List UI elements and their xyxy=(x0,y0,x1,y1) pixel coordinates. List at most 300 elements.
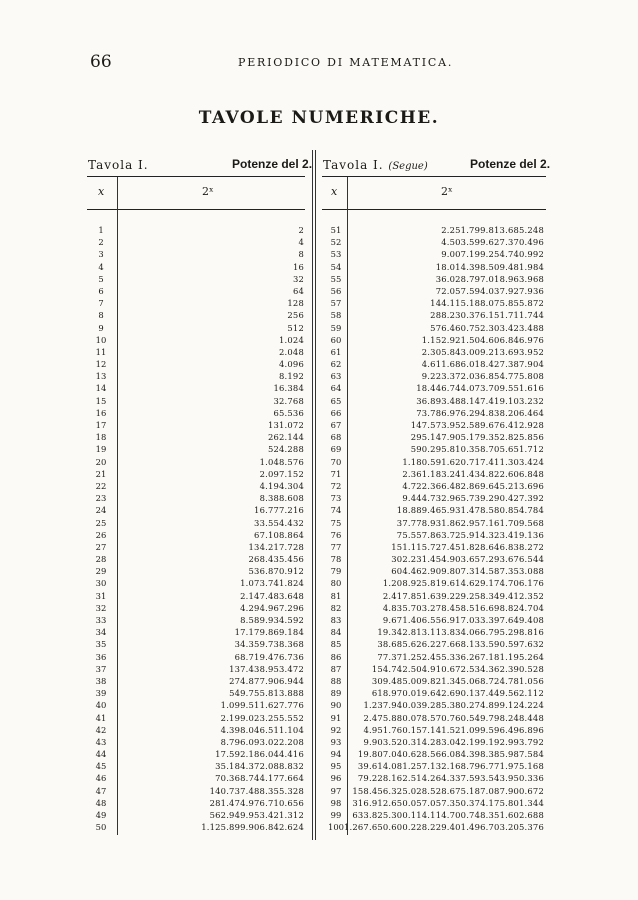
table-row xyxy=(87,541,307,553)
power-value-cell: 67.108.864 xyxy=(254,529,304,540)
power-value-cell: 154.742.504.910.672.534.362.390.528 xyxy=(371,663,544,674)
exponent-cell: 77 xyxy=(330,541,342,552)
exponent-cell: 20 xyxy=(95,456,107,467)
table-row xyxy=(322,821,548,833)
exponent-cell: 59 xyxy=(330,322,342,333)
power-value-cell: 128 xyxy=(287,298,304,309)
exponent-cell: 99 xyxy=(330,810,342,820)
table-row xyxy=(87,638,307,650)
page-title: TAVOLE NUMERICHE. xyxy=(198,108,440,128)
table-row xyxy=(87,224,307,236)
exponent-cell: 96 xyxy=(330,773,342,784)
table-row xyxy=(322,602,548,614)
power-value-cell: 38.685.626.227.668.133.590.597.632 xyxy=(377,639,544,650)
power-value-cell: 1.152.921.504.606.846.976 xyxy=(421,334,544,345)
table-row xyxy=(87,553,307,565)
power-value-cell: 2.305.843.009.213.693.952 xyxy=(421,346,544,357)
right-table-body xyxy=(322,224,548,833)
power-value-cell: 16 xyxy=(292,261,304,272)
power-value-cell: 2.097.152 xyxy=(259,468,304,479)
power-value-cell: 309.485.009.821.345.068.724.781.056 xyxy=(371,675,544,686)
table-row xyxy=(322,248,548,260)
exponent-cell: 35 xyxy=(95,639,107,650)
right-col-x-header: x xyxy=(331,185,338,198)
exponent-cell: 8 xyxy=(98,310,104,321)
table-row xyxy=(87,529,307,541)
exponent-cell: 60 xyxy=(330,334,342,345)
exponent-cell: 12 xyxy=(95,359,107,370)
exponent-cell: 92 xyxy=(330,724,342,735)
table-row xyxy=(87,590,307,602)
exponent-cell: 58 xyxy=(330,310,342,321)
table-row xyxy=(322,370,548,382)
exponent-cell: 22 xyxy=(95,480,107,491)
table-row xyxy=(322,468,548,480)
exponent-cell: 75 xyxy=(330,517,342,528)
power-value-cell: 9.671.406.556.917.033.397.649.408 xyxy=(382,615,544,625)
exponent-cell: 72 xyxy=(330,480,342,491)
exponent-cell: 33 xyxy=(95,615,107,625)
exponent-cell: 49 xyxy=(95,810,107,820)
table-row xyxy=(322,492,548,504)
left-top-rule xyxy=(87,176,305,177)
exponent-cell: 82 xyxy=(330,602,342,613)
exponent-cell: 24 xyxy=(95,505,107,516)
exponent-cell: 32 xyxy=(95,602,107,613)
exponent-cell: 7 xyxy=(98,298,104,309)
table-row xyxy=(87,468,307,480)
exponent-cell: 68 xyxy=(330,432,342,443)
table-row xyxy=(322,431,548,443)
exponent-cell: 38 xyxy=(95,675,107,686)
exponent-cell: 63 xyxy=(330,371,342,382)
power-value-cell: 4.722.366.482.869.645.213.696 xyxy=(402,480,544,491)
exponent-cell: 23 xyxy=(95,493,107,504)
table-row xyxy=(322,297,548,309)
power-value-cell: 147.573.952.589.676.412.928 xyxy=(410,420,544,430)
power-value-cell: 33.554.432 xyxy=(254,517,304,528)
exponent-cell: 19 xyxy=(95,444,107,455)
table-row xyxy=(322,614,548,626)
running-header xyxy=(90,52,560,72)
table-row xyxy=(322,517,548,529)
exponent-cell: 29 xyxy=(95,566,107,577)
table-row xyxy=(87,309,307,321)
power-value-cell: 1.099.511.627.776 xyxy=(220,700,304,711)
power-value-cell: 2 xyxy=(298,225,304,235)
left-table-subtitle: Potenze del 2. xyxy=(232,157,313,171)
left-table-body xyxy=(87,224,307,833)
table-row xyxy=(322,590,548,602)
table-row xyxy=(322,346,548,358)
power-value-cell: 79.228.162.514.264.337.593.543.950.336 xyxy=(357,773,544,784)
table-row xyxy=(87,565,307,577)
table-row xyxy=(87,772,307,784)
exponent-cell: 28 xyxy=(95,554,107,565)
power-value-cell: 256 xyxy=(287,310,304,321)
table-row xyxy=(322,456,548,468)
table-row xyxy=(322,224,548,236)
exponent-cell: 39 xyxy=(95,688,107,699)
exponent-cell: 45 xyxy=(95,761,107,772)
exponent-cell: 30 xyxy=(95,578,107,589)
exponent-cell: 27 xyxy=(95,541,107,552)
power-value-cell: 35.184.372.088.832 xyxy=(215,761,304,772)
power-value-cell: 18.446.744.073.709.551.616 xyxy=(416,383,544,394)
exponent-cell: 43 xyxy=(95,736,107,747)
power-value-cell: 8.796.093.022.208 xyxy=(220,736,304,747)
table-row xyxy=(87,699,307,711)
table-row xyxy=(87,443,307,455)
power-value-cell: 1.125.899.906.842.624 xyxy=(201,822,304,833)
exponent-cell: 85 xyxy=(330,639,342,650)
exponent-cell: 18 xyxy=(95,432,107,443)
power-value-cell: 16.384 xyxy=(273,383,304,394)
table-row xyxy=(322,358,548,370)
power-value-cell: 73.786.976.294.838.206.464 xyxy=(416,407,544,418)
power-value-cell: 2.475.880.078.570.760.549.798.248.448 xyxy=(363,712,544,723)
table-row xyxy=(322,565,548,577)
table-row xyxy=(322,443,548,455)
power-value-cell: 295.147.905.179.352.825.856 xyxy=(410,432,544,443)
exponent-cell: 79 xyxy=(330,566,342,577)
running-title: PERIODICO DI MATEMATICA. xyxy=(238,56,454,69)
power-value-cell: 2.199.023.255.552 xyxy=(220,712,304,723)
exponent-cell: 51 xyxy=(330,225,342,235)
exponent-cell: 87 xyxy=(330,663,342,674)
exponent-cell: 16 xyxy=(95,407,107,418)
table-row xyxy=(322,760,548,772)
power-value-cell: 34.359.738.368 xyxy=(234,639,304,650)
exponent-cell: 67 xyxy=(330,420,342,430)
table-row xyxy=(87,285,307,297)
power-value-cell: 524.288 xyxy=(267,444,304,455)
power-value-cell: 16.777.216 xyxy=(254,505,304,516)
table-row xyxy=(87,626,307,638)
power-value-cell: 9.444.732.965.739.290.427.392 xyxy=(402,493,544,504)
table-row xyxy=(322,382,548,394)
exponent-cell: 98 xyxy=(330,797,342,808)
table-row xyxy=(87,785,307,797)
table-row xyxy=(322,261,548,273)
table-row xyxy=(87,395,307,407)
power-value-cell: 134.217.728 xyxy=(248,541,304,552)
exponent-cell: 1 xyxy=(98,225,104,235)
power-value-cell: 1.208.925.819.614.629.174.706.176 xyxy=(382,578,544,589)
power-value-cell: 4.398.046.511.104 xyxy=(220,724,304,735)
power-value-cell: 158.456.325.028.528.675.187.087.900.672 xyxy=(352,785,544,796)
exponent-cell: 25 xyxy=(95,517,107,528)
table-row xyxy=(322,334,548,346)
table-row xyxy=(322,724,548,736)
table-row xyxy=(87,358,307,370)
exponent-cell: 42 xyxy=(95,724,107,735)
power-value-cell: 65.536 xyxy=(273,407,304,418)
table-row xyxy=(322,809,548,821)
power-value-cell: 1.267.650.600.228.229.401.496.703.205.376 xyxy=(343,822,544,833)
exponent-cell: 13 xyxy=(95,371,107,382)
power-value-cell: 562.949.953.421.312 xyxy=(209,810,304,820)
power-value-cell: 1.073.741.824 xyxy=(240,578,304,589)
power-value-cell: 4.294.967.296 xyxy=(240,602,304,613)
right-top-rule xyxy=(322,176,546,177)
exponent-cell: 74 xyxy=(330,505,342,516)
exponent-cell: 94 xyxy=(330,749,342,760)
power-value-cell: 144.115.188.075.855.872 xyxy=(430,298,544,309)
table-row xyxy=(322,748,548,760)
right-table-label xyxy=(323,158,428,172)
power-value-cell: 316.912.650.057.057.350.374.175.801.344 xyxy=(352,797,544,808)
power-value-cell: 75.557.863.725.914.323.419.136 xyxy=(396,529,544,540)
table-row xyxy=(87,517,307,529)
power-value-cell: 72.057.594.037.927.936 xyxy=(435,285,544,296)
power-value-cell: 2.048 xyxy=(279,346,304,357)
table-row xyxy=(87,480,307,492)
exponent-cell: 81 xyxy=(330,590,342,601)
power-value-cell: 2.147.483.648 xyxy=(240,590,304,601)
page-number: 66 xyxy=(90,52,112,72)
exponent-cell: 50 xyxy=(95,822,107,833)
exponent-cell: 40 xyxy=(95,700,107,711)
table-row xyxy=(87,456,307,468)
power-value-cell: 19.342.813.113.834.066.795.298.816 xyxy=(377,627,544,638)
power-value-cell: 618.970.019.642.690.137.449.562.112 xyxy=(371,688,544,699)
table-row xyxy=(322,663,548,675)
exponent-cell: 70 xyxy=(330,456,342,467)
table-row xyxy=(87,821,307,833)
power-value-cell: 576.460.752.303.423.488 xyxy=(430,322,544,333)
exponent-cell: 36 xyxy=(95,651,107,662)
power-value-cell: 604.462.909.807.314.587.353.088 xyxy=(391,566,544,577)
power-value-cell: 18.014.398.509.481.984 xyxy=(435,261,544,272)
table-row xyxy=(87,370,307,382)
power-value-cell: 4.835.703.278.458.516.698.824.704 xyxy=(382,602,544,613)
right-table-subtitle: Potenze del 2. xyxy=(470,157,551,171)
table-row xyxy=(322,419,548,431)
exponent-cell: 62 xyxy=(330,359,342,370)
table-row xyxy=(87,736,307,748)
table-row xyxy=(87,760,307,772)
power-value-cell: 4.096 xyxy=(279,359,304,370)
left-header-rule xyxy=(87,209,305,210)
exponent-cell: 93 xyxy=(330,736,342,747)
table-row xyxy=(87,334,307,346)
power-value-cell: 32 xyxy=(292,273,304,284)
exponent-cell: 4 xyxy=(98,261,104,272)
power-value-cell: 2.361.183.241.434.822.606.848 xyxy=(402,468,544,479)
power-value-cell: 8.589.934.592 xyxy=(240,615,304,625)
table-row xyxy=(322,687,548,699)
power-value-cell: 70.368.744.177.664 xyxy=(215,773,304,784)
exponent-cell: 31 xyxy=(95,590,107,601)
exponent-cell: 5 xyxy=(98,273,104,284)
table-row xyxy=(322,785,548,797)
exponent-cell: 97 xyxy=(330,785,342,796)
table-row xyxy=(87,261,307,273)
power-value-cell: 4.611.686.018.427.387.904 xyxy=(421,359,544,370)
table-row xyxy=(87,809,307,821)
exponent-cell: 66 xyxy=(330,407,342,418)
table-row xyxy=(322,651,548,663)
power-value-cell: 2.251.799.813.685.248 xyxy=(441,225,544,235)
exponent-cell: 56 xyxy=(330,285,342,296)
exponent-cell: 78 xyxy=(330,554,342,565)
table-row xyxy=(322,772,548,784)
power-value-cell: 633.825.300.114.114.700.748.351.602.688 xyxy=(352,810,544,820)
power-value-cell: 64 xyxy=(292,285,304,296)
table-row xyxy=(87,675,307,687)
exponent-cell: 76 xyxy=(330,529,342,540)
exponent-cell: 95 xyxy=(330,761,342,772)
table-row xyxy=(87,602,307,614)
exponent-cell: 61 xyxy=(330,346,342,357)
exponent-cell: 73 xyxy=(330,493,342,504)
exponent-cell: 15 xyxy=(95,395,107,406)
table-row xyxy=(87,712,307,724)
power-value-cell: 590.295.810.358.705.651.712 xyxy=(410,444,544,455)
exponent-cell: 9 xyxy=(98,322,104,333)
power-value-cell: 1.024 xyxy=(279,334,304,345)
table-row xyxy=(322,273,548,285)
exponent-cell: 47 xyxy=(95,785,107,796)
table-row xyxy=(322,309,548,321)
exponent-cell: 52 xyxy=(330,237,342,248)
table-row xyxy=(87,419,307,431)
power-value-cell: 17.592.186.044.416 xyxy=(215,749,304,760)
table-row xyxy=(322,699,548,711)
power-value-cell: 32.768 xyxy=(273,395,304,406)
power-value-cell: 140.737.488.355.328 xyxy=(209,785,304,796)
table-row xyxy=(87,504,307,516)
power-value-cell: 288.230.376.151.711.744 xyxy=(430,310,544,321)
power-value-cell: 9.223.372.036.854.775.808 xyxy=(421,371,544,382)
table-row xyxy=(322,675,548,687)
exponent-cell: 14 xyxy=(95,383,107,394)
power-value-cell: 2.417.851.639.229.258.349.412.352 xyxy=(382,590,544,601)
table-row xyxy=(87,797,307,809)
table-row xyxy=(322,529,548,541)
table-row xyxy=(87,297,307,309)
exponent-cell: 37 xyxy=(95,663,107,674)
table-row xyxy=(322,407,548,419)
table-row xyxy=(87,663,307,675)
power-value-cell: 268.435.456 xyxy=(248,554,304,565)
power-value-cell: 19.807.040.628.566.084.398.385.987.584 xyxy=(357,749,544,760)
exponent-cell: 26 xyxy=(95,529,107,540)
table-row xyxy=(87,687,307,699)
table-row xyxy=(87,492,307,504)
exponent-cell: 11 xyxy=(95,346,107,357)
table-row xyxy=(87,724,307,736)
power-value-cell: 1.237.940.039.285.380.274.899.124.224 xyxy=(363,700,544,711)
right-header-rule xyxy=(322,209,546,210)
table-row xyxy=(87,614,307,626)
exponent-cell: 48 xyxy=(95,797,107,808)
power-value-cell: 4.503.599.627.370.496 xyxy=(441,237,544,248)
table-row xyxy=(322,322,548,334)
power-value-cell: 77.371.252.455.336.267.181.195.264 xyxy=(377,651,544,662)
exponent-cell: 17 xyxy=(95,420,107,430)
table-row xyxy=(87,346,307,358)
power-value-cell: 1.048.576 xyxy=(259,456,304,467)
exponent-cell: 21 xyxy=(95,468,107,479)
exponent-cell: 54 xyxy=(330,261,342,272)
exponent-cell: 53 xyxy=(330,249,342,260)
power-value-cell: 9.903.520.314.283.042.199.192.993.792 xyxy=(363,736,544,747)
exponent-cell: 10 xyxy=(95,334,107,345)
power-value-cell: 302.231.454.903.657.293.676.544 xyxy=(391,554,544,565)
table-row xyxy=(322,480,548,492)
exponent-cell: 2 xyxy=(98,237,104,248)
power-value-cell: 36.028.797.018.963.968 xyxy=(435,273,544,284)
power-value-cell: 536.870.912 xyxy=(248,566,304,577)
power-value-cell: 549.755.813.888 xyxy=(229,688,304,699)
exponent-cell: 44 xyxy=(95,749,107,760)
table-row xyxy=(87,431,307,443)
center-divider-b xyxy=(315,150,316,840)
right-table-label-note: (Segue) xyxy=(388,161,428,172)
exponent-cell: 71 xyxy=(330,468,342,479)
power-value-cell: 4.951.760.157.141.521.099.596.496.896 xyxy=(363,724,544,735)
power-value-cell: 17.179.869.184 xyxy=(234,627,304,638)
exponent-cell: 84 xyxy=(330,627,342,638)
table-row xyxy=(322,626,548,638)
exponent-cell: 3 xyxy=(98,249,104,260)
exponent-cell: 57 xyxy=(330,298,342,309)
power-value-cell: 274.877.906.944 xyxy=(229,675,304,686)
table-row xyxy=(87,577,307,589)
exponent-cell: 46 xyxy=(95,773,107,784)
table-row xyxy=(322,638,548,650)
left-col-x-header: x xyxy=(98,185,105,198)
table-row xyxy=(322,712,548,724)
power-value-cell: 39.614.081.257.132.168.796.771.975.168 xyxy=(357,761,544,772)
exponent-cell: 86 xyxy=(330,651,342,662)
left-table-label xyxy=(88,158,149,172)
exponent-cell: 6 xyxy=(98,285,104,296)
power-value-cell: 9.007.199.254.740.992 xyxy=(441,249,544,260)
power-value-cell: 68.719.476.736 xyxy=(234,651,304,662)
power-value-cell: 8.192 xyxy=(279,371,304,382)
exponent-cell: 83 xyxy=(330,615,342,625)
exponent-cell: 100 xyxy=(328,822,344,833)
power-value-cell: 137.438.953.472 xyxy=(229,663,304,674)
exponent-cell: 90 xyxy=(330,700,342,711)
power-value-cell: 131.072 xyxy=(267,420,304,430)
power-value-cell: 512 xyxy=(287,322,304,333)
exponent-cell: 80 xyxy=(330,578,342,589)
exponent-cell: 34 xyxy=(95,627,107,638)
table-row xyxy=(322,236,548,248)
power-value-cell: 281.474.976.710.656 xyxy=(209,797,304,808)
table-row xyxy=(322,285,548,297)
power-value-cell: 18.889.465.931.478.580.854.784 xyxy=(396,505,544,516)
center-divider-a xyxy=(312,150,313,840)
power-value-cell: 4 xyxy=(298,237,304,248)
exponent-cell: 41 xyxy=(95,712,107,723)
right-col-pow-header: 2ˣ xyxy=(441,185,453,198)
table-row xyxy=(322,736,548,748)
power-value-cell: 1.180.591.620.717.411.303.424 xyxy=(402,456,544,467)
table-row xyxy=(322,504,548,516)
table-row xyxy=(322,541,548,553)
power-value-cell: 151.115.727.451.828.646.838.272 xyxy=(391,541,544,552)
power-value-cell: 262.144 xyxy=(267,432,304,443)
table-row xyxy=(87,248,307,260)
table-row xyxy=(322,577,548,589)
table-row xyxy=(87,748,307,760)
table-row xyxy=(322,797,548,809)
